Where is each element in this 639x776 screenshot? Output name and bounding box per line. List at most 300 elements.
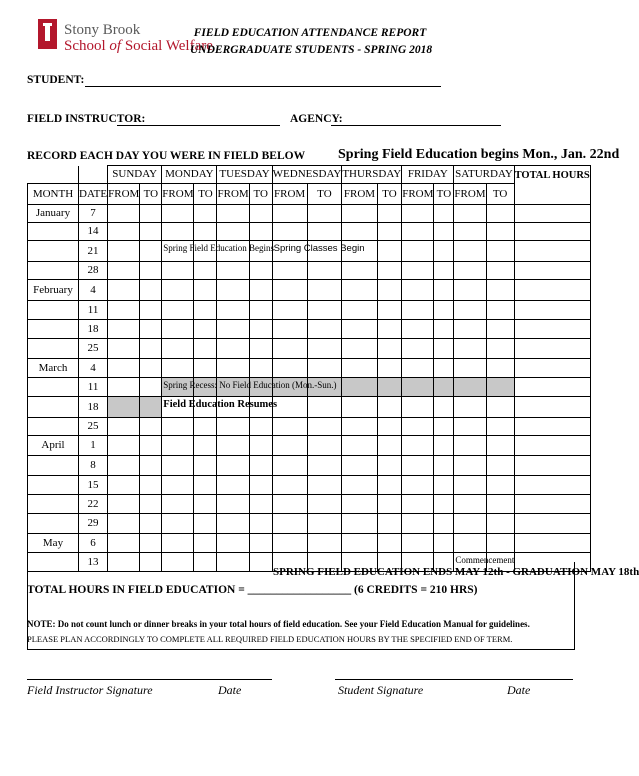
to-cell[interactable] bbox=[486, 494, 514, 513]
to-cell[interactable] bbox=[377, 279, 402, 300]
from-cell[interactable] bbox=[162, 319, 194, 338]
to-cell[interactable] bbox=[486, 417, 514, 435]
to-cell[interactable] bbox=[434, 455, 454, 475]
from-cell[interactable] bbox=[272, 279, 307, 300]
to-cell[interactable] bbox=[486, 435, 514, 455]
table-row bbox=[28, 279, 591, 300]
record-instructions: RECORD EACH DAY YOU WERE IN FIELD BELOW bbox=[27, 150, 306, 162]
from-cell[interactable] bbox=[108, 475, 140, 494]
from-cell[interactable] bbox=[342, 396, 377, 417]
from-cell[interactable] bbox=[217, 358, 249, 377]
table-row bbox=[28, 338, 591, 358]
from-cell[interactable] bbox=[272, 300, 307, 319]
from-cell[interactable] bbox=[402, 338, 434, 358]
from-cell[interactable] bbox=[217, 279, 249, 300]
from-cell[interactable] bbox=[342, 204, 377, 222]
from-cell[interactable] bbox=[342, 513, 377, 533]
to-cell[interactable] bbox=[377, 396, 402, 417]
to-cell[interactable] bbox=[434, 377, 454, 396]
total-hours-cell[interactable] bbox=[514, 396, 590, 417]
from-cell[interactable] bbox=[342, 455, 377, 475]
from-cell[interactable] bbox=[162, 435, 194, 455]
from-cell[interactable] bbox=[454, 475, 486, 494]
to-cell[interactable] bbox=[307, 319, 342, 338]
to-cell[interactable] bbox=[434, 204, 454, 222]
to-cell[interactable] bbox=[194, 494, 217, 513]
from-header: FROM bbox=[108, 183, 140, 204]
to-cell[interactable] bbox=[434, 475, 454, 494]
to-cell[interactable] bbox=[140, 494, 162, 513]
to-cell[interactable] bbox=[377, 435, 402, 455]
month-cell: April bbox=[28, 435, 79, 455]
total-hours-cell[interactable] bbox=[514, 204, 590, 222]
total-hours-cell[interactable] bbox=[514, 494, 590, 513]
from-cell[interactable] bbox=[108, 494, 140, 513]
to-cell[interactable] bbox=[434, 533, 454, 552]
from-cell[interactable] bbox=[342, 533, 377, 552]
month-cell bbox=[28, 261, 79, 279]
agency-field[interactable] bbox=[331, 125, 501, 126]
to-cell[interactable] bbox=[307, 533, 342, 552]
from-cell[interactable] bbox=[272, 435, 307, 455]
from-cell[interactable] bbox=[108, 396, 140, 417]
to-cell[interactable] bbox=[486, 475, 514, 494]
from-cell[interactable] bbox=[342, 338, 377, 358]
total-hours-cell[interactable] bbox=[514, 222, 590, 240]
to-cell[interactable] bbox=[377, 455, 402, 475]
from-cell[interactable] bbox=[454, 319, 486, 338]
to-cell[interactable] bbox=[249, 475, 272, 494]
from-cell[interactable] bbox=[402, 533, 434, 552]
from-cell[interactable] bbox=[402, 300, 434, 319]
date-cell: 29 bbox=[79, 513, 108, 533]
from-cell[interactable] bbox=[454, 240, 486, 261]
total-hours-cell[interactable] bbox=[514, 279, 590, 300]
to-cell[interactable] bbox=[140, 204, 162, 222]
from-cell[interactable] bbox=[108, 261, 140, 279]
instructor-signature-line[interactable] bbox=[27, 679, 272, 680]
to-cell[interactable] bbox=[307, 475, 342, 494]
total-hours-field[interactable]: __________________ bbox=[247, 584, 352, 596]
to-cell[interactable] bbox=[249, 435, 272, 455]
column-header-row bbox=[28, 183, 591, 204]
from-cell[interactable] bbox=[402, 377, 434, 396]
from-cell[interactable] bbox=[108, 377, 140, 396]
from-cell[interactable] bbox=[108, 222, 140, 240]
from-cell[interactable] bbox=[108, 338, 140, 358]
from-cell[interactable] bbox=[402, 261, 434, 279]
month-cell bbox=[28, 300, 79, 319]
date-cell: 18 bbox=[79, 319, 108, 338]
from-cell[interactable] bbox=[272, 417, 307, 435]
to-cell[interactable] bbox=[377, 377, 402, 396]
to-cell[interactable] bbox=[140, 396, 162, 417]
from-cell[interactable] bbox=[217, 513, 249, 533]
from-cell[interactable] bbox=[217, 533, 249, 552]
total-hours-cell[interactable] bbox=[514, 300, 590, 319]
to-cell[interactable] bbox=[140, 435, 162, 455]
from-cell[interactable] bbox=[108, 204, 140, 222]
date-cell: 6 bbox=[79, 533, 108, 552]
from-cell[interactable] bbox=[402, 279, 434, 300]
to-cell[interactable] bbox=[194, 475, 217, 494]
from-cell[interactable] bbox=[108, 240, 140, 261]
to-cell[interactable] bbox=[434, 319, 454, 338]
from-cell[interactable] bbox=[108, 513, 140, 533]
to-cell[interactable] bbox=[194, 279, 217, 300]
begins-note: Spring Field Education begins Mon., Jan. 22nd bbox=[338, 147, 620, 162]
to-cell[interactable] bbox=[140, 377, 162, 396]
to-cell[interactable] bbox=[377, 533, 402, 552]
to-cell[interactable] bbox=[140, 240, 162, 261]
from-cell[interactable] bbox=[217, 494, 249, 513]
table-row bbox=[28, 455, 591, 475]
month-cell bbox=[28, 417, 79, 435]
to-cell[interactable] bbox=[194, 455, 217, 475]
from-cell[interactable] bbox=[402, 319, 434, 338]
from-cell[interactable] bbox=[272, 475, 307, 494]
to-cell[interactable] bbox=[194, 533, 217, 552]
to-cell[interactable] bbox=[377, 358, 402, 377]
from-cell[interactable] bbox=[162, 338, 194, 358]
to-cell[interactable] bbox=[307, 513, 342, 533]
from-cell[interactable] bbox=[217, 455, 249, 475]
from-cell[interactable] bbox=[402, 358, 434, 377]
to-cell[interactable] bbox=[377, 204, 402, 222]
from-cell[interactable] bbox=[272, 358, 307, 377]
to-cell[interactable] bbox=[249, 279, 272, 300]
to-cell[interactable] bbox=[377, 494, 402, 513]
table-row bbox=[28, 319, 591, 338]
from-cell[interactable] bbox=[272, 240, 365, 261]
from-cell[interactable] bbox=[342, 279, 377, 300]
to-cell[interactable] bbox=[486, 319, 514, 338]
from-cell[interactable] bbox=[162, 396, 278, 417]
from-header: FROM bbox=[402, 183, 434, 204]
from-cell[interactable] bbox=[108, 358, 140, 377]
to-cell[interactable] bbox=[307, 358, 342, 377]
to-cell[interactable] bbox=[140, 261, 162, 279]
to-cell[interactable] bbox=[194, 222, 217, 240]
from-cell[interactable] bbox=[402, 396, 434, 417]
from-cell[interactable] bbox=[402, 417, 434, 435]
to-cell[interactable] bbox=[486, 396, 514, 417]
student-signature-line[interactable] bbox=[335, 679, 573, 680]
to-cell[interactable] bbox=[194, 513, 217, 533]
to-cell[interactable] bbox=[307, 279, 342, 300]
date-cell: 18 bbox=[79, 396, 108, 417]
to-cell[interactable] bbox=[194, 338, 217, 358]
from-cell[interactable] bbox=[402, 455, 434, 475]
to-cell[interactable] bbox=[249, 417, 272, 435]
date-cell: 21 bbox=[79, 240, 108, 261]
to-cell[interactable] bbox=[140, 279, 162, 300]
to-cell[interactable] bbox=[486, 222, 514, 240]
total-hours-cell[interactable] bbox=[514, 338, 590, 358]
to-cell[interactable] bbox=[434, 358, 454, 377]
total-hours-cell[interactable] bbox=[514, 261, 590, 279]
to-cell[interactable] bbox=[486, 358, 514, 377]
to-cell[interactable] bbox=[377, 222, 402, 240]
from-cell[interactable] bbox=[217, 261, 249, 279]
from-cell[interactable] bbox=[272, 204, 307, 222]
to-cell[interactable] bbox=[377, 240, 402, 261]
total-hours-cell[interactable] bbox=[514, 358, 590, 377]
from-cell[interactable] bbox=[108, 279, 140, 300]
to-cell[interactable] bbox=[377, 300, 402, 319]
student-label: STUDENT: bbox=[27, 74, 85, 86]
to-cell[interactable] bbox=[307, 435, 342, 455]
total-hours-cell[interactable] bbox=[514, 377, 590, 396]
from-cell[interactable] bbox=[217, 417, 249, 435]
from-cell[interactable] bbox=[162, 475, 194, 494]
month-cell: February bbox=[28, 279, 79, 300]
to-cell[interactable] bbox=[486, 279, 514, 300]
from-cell[interactable] bbox=[162, 204, 194, 222]
to-cell[interactable] bbox=[307, 222, 342, 240]
from-cell[interactable] bbox=[162, 358, 194, 377]
to-cell[interactable] bbox=[140, 338, 162, 358]
to-cell[interactable] bbox=[194, 435, 217, 455]
to-cell[interactable] bbox=[307, 204, 342, 222]
total-hours-cell[interactable] bbox=[514, 513, 590, 533]
to-cell[interactable] bbox=[486, 338, 514, 358]
from-cell[interactable] bbox=[162, 279, 194, 300]
from-cell[interactable] bbox=[162, 533, 194, 552]
from-cell[interactable] bbox=[217, 338, 249, 358]
total-hours-label: TOTAL HOURS IN FIELD EDUCATION = bbox=[27, 584, 248, 596]
to-cell[interactable] bbox=[307, 396, 342, 417]
to-cell[interactable] bbox=[249, 358, 272, 377]
agency-label: AGENCY: bbox=[290, 113, 343, 125]
to-cell[interactable] bbox=[249, 338, 272, 358]
to-cell[interactable] bbox=[434, 513, 454, 533]
from-cell[interactable] bbox=[342, 417, 377, 435]
from-cell[interactable] bbox=[272, 455, 307, 475]
from-cell[interactable] bbox=[342, 494, 377, 513]
from-cell[interactable] bbox=[272, 319, 307, 338]
to-cell[interactable] bbox=[249, 261, 272, 279]
calendar-note: Spring Field Education Begins bbox=[163, 242, 275, 253]
from-cell[interactable] bbox=[108, 533, 140, 552]
to-cell[interactable] bbox=[434, 222, 454, 240]
from-cell[interactable] bbox=[454, 417, 486, 435]
from-cell[interactable] bbox=[162, 222, 194, 240]
from-cell[interactable] bbox=[454, 533, 486, 552]
from-cell[interactable] bbox=[108, 300, 140, 319]
from-cell[interactable] bbox=[272, 494, 307, 513]
field-instructor-field[interactable] bbox=[117, 125, 280, 126]
to-cell[interactable] bbox=[140, 319, 162, 338]
from-cell[interactable] bbox=[272, 513, 307, 533]
from-cell[interactable] bbox=[402, 494, 434, 513]
from-cell[interactable] bbox=[162, 240, 275, 261]
to-cell[interactable] bbox=[377, 338, 402, 358]
from-cell[interactable] bbox=[272, 338, 307, 358]
from-cell[interactable] bbox=[454, 204, 486, 222]
to-cell[interactable] bbox=[434, 435, 454, 455]
total-hours-cell[interactable] bbox=[514, 435, 590, 455]
to-cell[interactable] bbox=[434, 494, 454, 513]
from-cell[interactable] bbox=[108, 455, 140, 475]
total-hours-cell[interactable] bbox=[514, 533, 590, 552]
to-cell[interactable] bbox=[486, 240, 514, 261]
to-cell[interactable] bbox=[434, 338, 454, 358]
to-cell[interactable] bbox=[249, 319, 272, 338]
total-hours-header: TOTAL HOURS bbox=[514, 166, 590, 205]
to-cell[interactable] bbox=[249, 494, 272, 513]
to-cell[interactable] bbox=[307, 261, 342, 279]
month-cell bbox=[28, 513, 79, 533]
from-cell[interactable] bbox=[454, 300, 486, 319]
to-cell[interactable] bbox=[194, 300, 217, 319]
to-cell[interactable] bbox=[140, 475, 162, 494]
to-cell[interactable] bbox=[140, 513, 162, 533]
total-hours-cell[interactable] bbox=[514, 475, 590, 494]
from-cell[interactable] bbox=[402, 222, 434, 240]
to-cell[interactable] bbox=[249, 222, 272, 240]
date-cell: 22 bbox=[79, 494, 108, 513]
from-cell[interactable] bbox=[272, 533, 307, 552]
from-cell[interactable] bbox=[454, 455, 486, 475]
to-cell[interactable] bbox=[307, 455, 342, 475]
to-header: TO bbox=[249, 183, 272, 204]
total-hours-cell[interactable] bbox=[514, 417, 590, 435]
from-cell[interactable] bbox=[342, 319, 377, 338]
to-cell[interactable] bbox=[249, 204, 272, 222]
to-cell[interactable] bbox=[377, 475, 402, 494]
from-cell[interactable] bbox=[454, 222, 486, 240]
from-cell[interactable] bbox=[342, 377, 377, 396]
from-cell[interactable] bbox=[162, 300, 194, 319]
from-cell[interactable] bbox=[454, 261, 486, 279]
logo-school-name: School of Social Welfare bbox=[64, 38, 213, 54]
from-cell[interactable] bbox=[108, 435, 140, 455]
from-cell[interactable] bbox=[217, 475, 249, 494]
from-cell[interactable] bbox=[454, 338, 486, 358]
to-cell[interactable] bbox=[140, 417, 162, 435]
from-cell[interactable] bbox=[217, 222, 249, 240]
from-cell[interactable] bbox=[162, 455, 194, 475]
to-cell[interactable] bbox=[140, 358, 162, 377]
to-cell[interactable] bbox=[377, 319, 402, 338]
from-cell[interactable] bbox=[162, 417, 194, 435]
total-hours-cell[interactable] bbox=[514, 240, 590, 261]
end-of-term-note: SPRING FIELD EDUCATION ENDS MAY 12th - GRADUATION MAY 18th bbox=[273, 566, 639, 578]
from-cell[interactable] bbox=[217, 204, 249, 222]
to-cell[interactable] bbox=[249, 513, 272, 533]
from-cell[interactable] bbox=[342, 475, 377, 494]
to-cell[interactable] bbox=[486, 377, 514, 396]
to-cell[interactable] bbox=[307, 338, 342, 358]
month-cell bbox=[28, 494, 79, 513]
to-cell[interactable] bbox=[140, 455, 162, 475]
from-cell[interactable] bbox=[342, 300, 377, 319]
from-cell[interactable] bbox=[342, 358, 377, 377]
to-cell[interactable] bbox=[486, 533, 514, 552]
to-cell[interactable] bbox=[307, 417, 342, 435]
from-cell[interactable] bbox=[162, 513, 194, 533]
to-cell[interactable] bbox=[140, 533, 162, 552]
from-cell[interactable] bbox=[454, 377, 486, 396]
from-cell[interactable] bbox=[454, 279, 486, 300]
to-cell[interactable] bbox=[194, 358, 217, 377]
from-cell[interactable] bbox=[402, 204, 434, 222]
to-cell[interactable] bbox=[140, 300, 162, 319]
from-cell[interactable] bbox=[402, 240, 434, 261]
to-cell[interactable] bbox=[486, 300, 514, 319]
to-cell[interactable] bbox=[249, 300, 272, 319]
to-cell[interactable] bbox=[434, 300, 454, 319]
from-cell[interactable] bbox=[402, 513, 434, 533]
to-cell[interactable] bbox=[377, 261, 402, 279]
to-cell[interactable] bbox=[486, 261, 514, 279]
to-cell[interactable] bbox=[194, 204, 217, 222]
table-row bbox=[28, 204, 591, 222]
to-cell[interactable] bbox=[434, 240, 454, 261]
to-cell[interactable] bbox=[377, 513, 402, 533]
to-cell[interactable] bbox=[434, 279, 454, 300]
to-cell[interactable] bbox=[140, 222, 162, 240]
from-cell[interactable] bbox=[162, 261, 194, 279]
from-cell[interactable] bbox=[272, 222, 307, 240]
from-cell[interactable] bbox=[342, 435, 377, 455]
to-cell[interactable] bbox=[377, 417, 402, 435]
from-cell[interactable] bbox=[272, 261, 307, 279]
to-cell[interactable] bbox=[486, 455, 514, 475]
total-hours-cell[interactable] bbox=[514, 455, 590, 475]
to-cell[interactable] bbox=[194, 261, 217, 279]
from-cell[interactable] bbox=[342, 222, 377, 240]
to-cell[interactable] bbox=[194, 319, 217, 338]
from-cell[interactable] bbox=[342, 261, 377, 279]
to-cell[interactable] bbox=[307, 494, 342, 513]
from-cell[interactable] bbox=[272, 396, 307, 417]
to-cell[interactable] bbox=[434, 417, 454, 435]
total-hours-cell[interactable] bbox=[514, 319, 590, 338]
from-cell[interactable] bbox=[108, 319, 140, 338]
date-cell: 11 bbox=[79, 300, 108, 319]
date-cell: 8 bbox=[79, 455, 108, 475]
from-cell[interactable] bbox=[454, 435, 486, 455]
to-cell[interactable] bbox=[434, 396, 454, 417]
from-cell[interactable] bbox=[162, 377, 337, 396]
from-cell[interactable] bbox=[454, 513, 486, 533]
student-field[interactable] bbox=[85, 86, 441, 87]
to-cell[interactable] bbox=[249, 455, 272, 475]
from-cell[interactable] bbox=[108, 417, 140, 435]
from-cell[interactable] bbox=[402, 475, 434, 494]
to-cell[interactable] bbox=[307, 300, 342, 319]
date-cell: 14 bbox=[79, 222, 108, 240]
to-cell[interactable] bbox=[486, 204, 514, 222]
date-cell: 25 bbox=[79, 338, 108, 358]
from-cell[interactable] bbox=[217, 435, 249, 455]
from-cell[interactable] bbox=[217, 300, 249, 319]
from-cell[interactable] bbox=[217, 319, 249, 338]
from-cell[interactable] bbox=[402, 435, 434, 455]
from-cell[interactable] bbox=[454, 358, 486, 377]
to-cell[interactable] bbox=[486, 513, 514, 533]
day-header: MONDAY bbox=[162, 166, 217, 184]
from-cell[interactable] bbox=[162, 494, 194, 513]
from-cell[interactable] bbox=[454, 396, 486, 417]
to-cell[interactable] bbox=[434, 261, 454, 279]
instructor-signature-label: Field Instructor Signature bbox=[27, 683, 153, 697]
to-cell[interactable] bbox=[249, 533, 272, 552]
to-cell[interactable] bbox=[194, 417, 217, 435]
from-cell[interactable] bbox=[454, 494, 486, 513]
